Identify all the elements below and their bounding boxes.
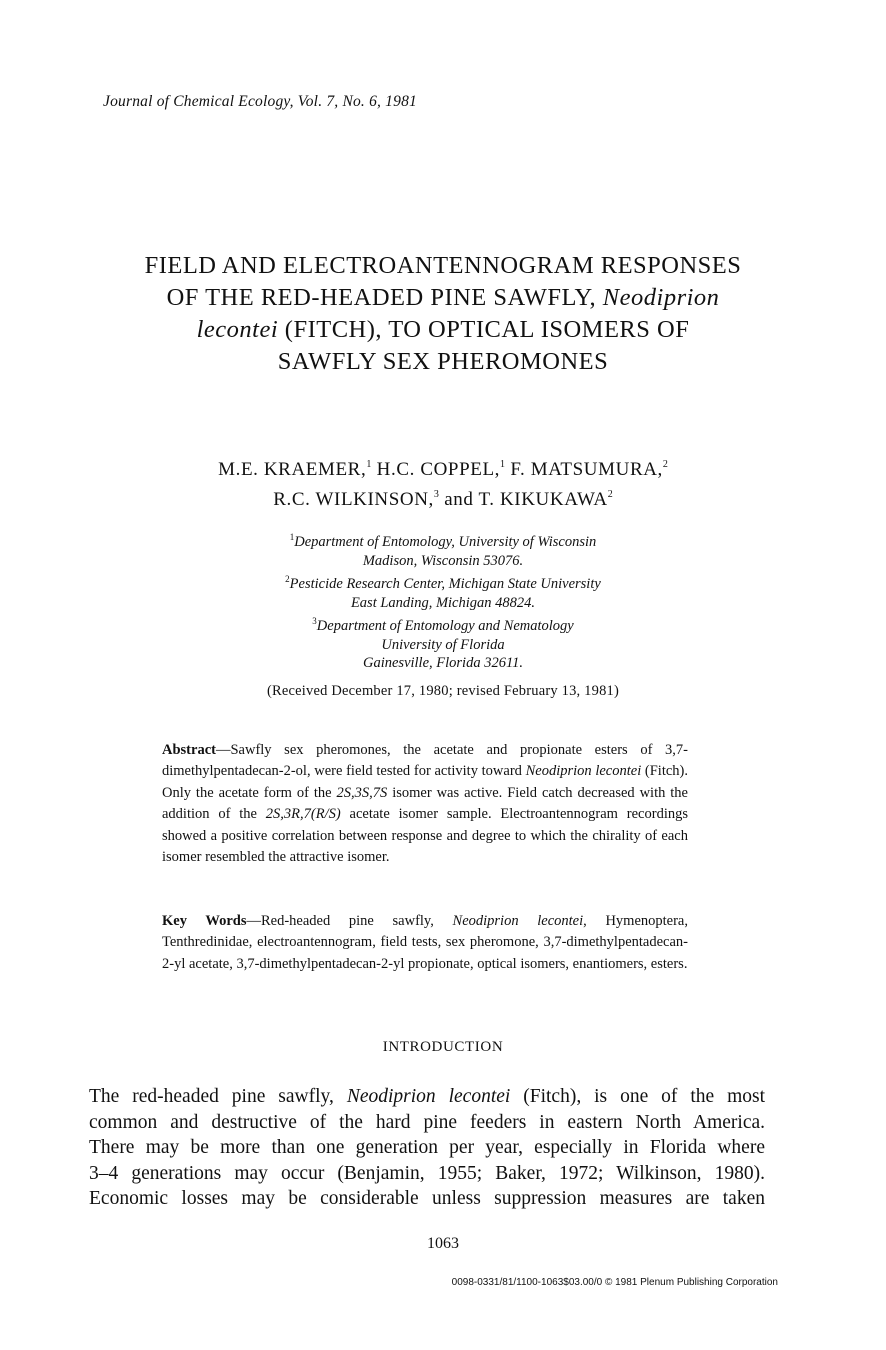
abstract-text: acetate isomer sample. Electroantennogram recordings showed a positive correlation between response and degree to which the chirality of each isomer resembled the attractive isomer. bbox=[162, 806, 688, 866]
received-dates: (Received December 17, 1980; revised February 13, 1981) bbox=[266, 683, 620, 699]
author-line-2 bbox=[60, 482, 826, 512]
journal-header: Journal of Chemical Ecology, Vol. 7, No. 6, 1981 bbox=[103, 93, 417, 110]
copyright-footer: 0098-0331/81/1100-1063$03.00/0 © 1981 Plenum Publishing Corporation bbox=[451, 1277, 778, 1288]
intro-line-2: common and destructive of the hard pine feeders in eastern North America. bbox=[89, 1111, 765, 1133]
page-number: 1063 bbox=[427, 1235, 459, 1252]
abstract-text: —Sawfly sex pheromones, the acetate and propionate esters of 3,7-dimethylpentadecan-2-ol, were field tested for activity toward bbox=[162, 742, 688, 780]
affiliation-text: Pesticide Research Center, Michigan State University bbox=[289, 576, 601, 592]
abstract-species: Neodiprion lecontei bbox=[525, 763, 642, 780]
title-line-3 bbox=[60, 314, 826, 346]
affiliation-text: Department of Entomology and Nematology bbox=[316, 618, 574, 634]
section-heading-introduction: INTRODUCTION bbox=[382, 1039, 504, 1055]
keywords-species: Neodiprion lecontei bbox=[452, 913, 584, 929]
intro-line-4: 3–4 generations may occur (Benjamin, 1955; Baker, 1972; Wilkinson, 1980). bbox=[89, 1162, 765, 1184]
title-species: lecontei bbox=[196, 316, 279, 343]
affiliation-mark: 3 bbox=[312, 616, 317, 626]
affiliation-1-line-2: Madison, Wisconsin 53076. bbox=[362, 552, 524, 569]
abstract bbox=[162, 740, 688, 868]
author-affil-mark: 1 bbox=[500, 459, 506, 470]
affiliation-3-line-2: University of Florida bbox=[381, 636, 505, 653]
author-line-1 bbox=[60, 452, 826, 482]
keywords-label: Key Words bbox=[162, 913, 247, 929]
author-name: R.C. WILKINSON, bbox=[273, 489, 434, 510]
affiliation-2-line-2: East Landing, Michigan 48824. bbox=[350, 594, 536, 611]
author-name: F. MATSUMURA, bbox=[510, 459, 663, 480]
author-name: M.E. KRAEMER, bbox=[218, 459, 367, 480]
keywords-text: , Hymenoptera, Tenthredinidae, electroantennogram, field tests, sex pheromone, 3,7-dimethylpentadecan-2-yl acetate, 3,7-dimethylpentadecan-2-yl propionate, optical isomers, enantiomers, esters. bbox=[162, 913, 688, 972]
affiliation-mark: 2 bbox=[285, 574, 290, 584]
author-name: and T. KIKUKAWA bbox=[444, 489, 608, 510]
affiliation-1-line-1 bbox=[60, 528, 826, 552]
author-affil-mark: 3 bbox=[433, 489, 439, 500]
title-line-2-text: OF THE RED-HEADED PINE SAWFLY, bbox=[166, 284, 597, 311]
author-name: H.C. COPPEL, bbox=[376, 459, 501, 480]
abstract-label: Abstract bbox=[162, 742, 216, 758]
abstract-text: (Fitch). Only the acetate form of the bbox=[162, 763, 689, 801]
intro-line-5: Economic losses may be considerable unless suppression measures are taken bbox=[89, 1188, 765, 1209]
abstract-isomer: 2S,3R,7(R/S) bbox=[265, 806, 341, 823]
article-title bbox=[60, 250, 826, 378]
author-affil-mark: 2 bbox=[607, 489, 613, 500]
title-genus: Neodiprion bbox=[602, 284, 720, 311]
affiliation-mark: 1 bbox=[289, 532, 295, 542]
intro-text: (Fitch), is one of the most bbox=[523, 1086, 766, 1107]
affiliation-3-line-1 bbox=[60, 612, 826, 636]
affiliation-2-line-1 bbox=[60, 570, 826, 594]
affiliations bbox=[60, 528, 826, 673]
abstract-isomer: 2S,3S,7S bbox=[336, 784, 388, 801]
intro-species: Neodiprion lecontei bbox=[346, 1086, 511, 1107]
title-line-1: FIELD AND ELECTROANTENNOGRAM RESPONSES bbox=[144, 252, 742, 279]
keywords-text: —Red-headed pine sawfly, bbox=[246, 913, 453, 929]
abstract-text: isomer was active. Field catch decreased with the addition of the bbox=[162, 784, 688, 823]
introduction-paragraph bbox=[89, 1084, 765, 1212]
author-list bbox=[60, 452, 826, 512]
affiliation-3-line-3: Gainesville, Florida 32611. bbox=[362, 655, 524, 671]
intro-line-3: There may be more than one generation per year, especially in Florida where bbox=[89, 1137, 765, 1158]
intro-line-1 bbox=[89, 1084, 765, 1110]
key-words bbox=[162, 911, 688, 975]
affiliation-text: Department of Entomology, University of Wisconsin bbox=[294, 534, 597, 550]
author-affil-mark: 2 bbox=[662, 459, 668, 470]
author-affil-mark: 1 bbox=[366, 459, 372, 470]
title-line-2 bbox=[60, 282, 826, 314]
title-line-3-text: (FITCH), TO OPTICAL ISOMERS OF bbox=[284, 316, 690, 343]
intro-text: The red-headed pine sawfly, bbox=[89, 1086, 334, 1107]
title-line-4: SAWFLY SEX PHEROMONES bbox=[277, 348, 609, 375]
